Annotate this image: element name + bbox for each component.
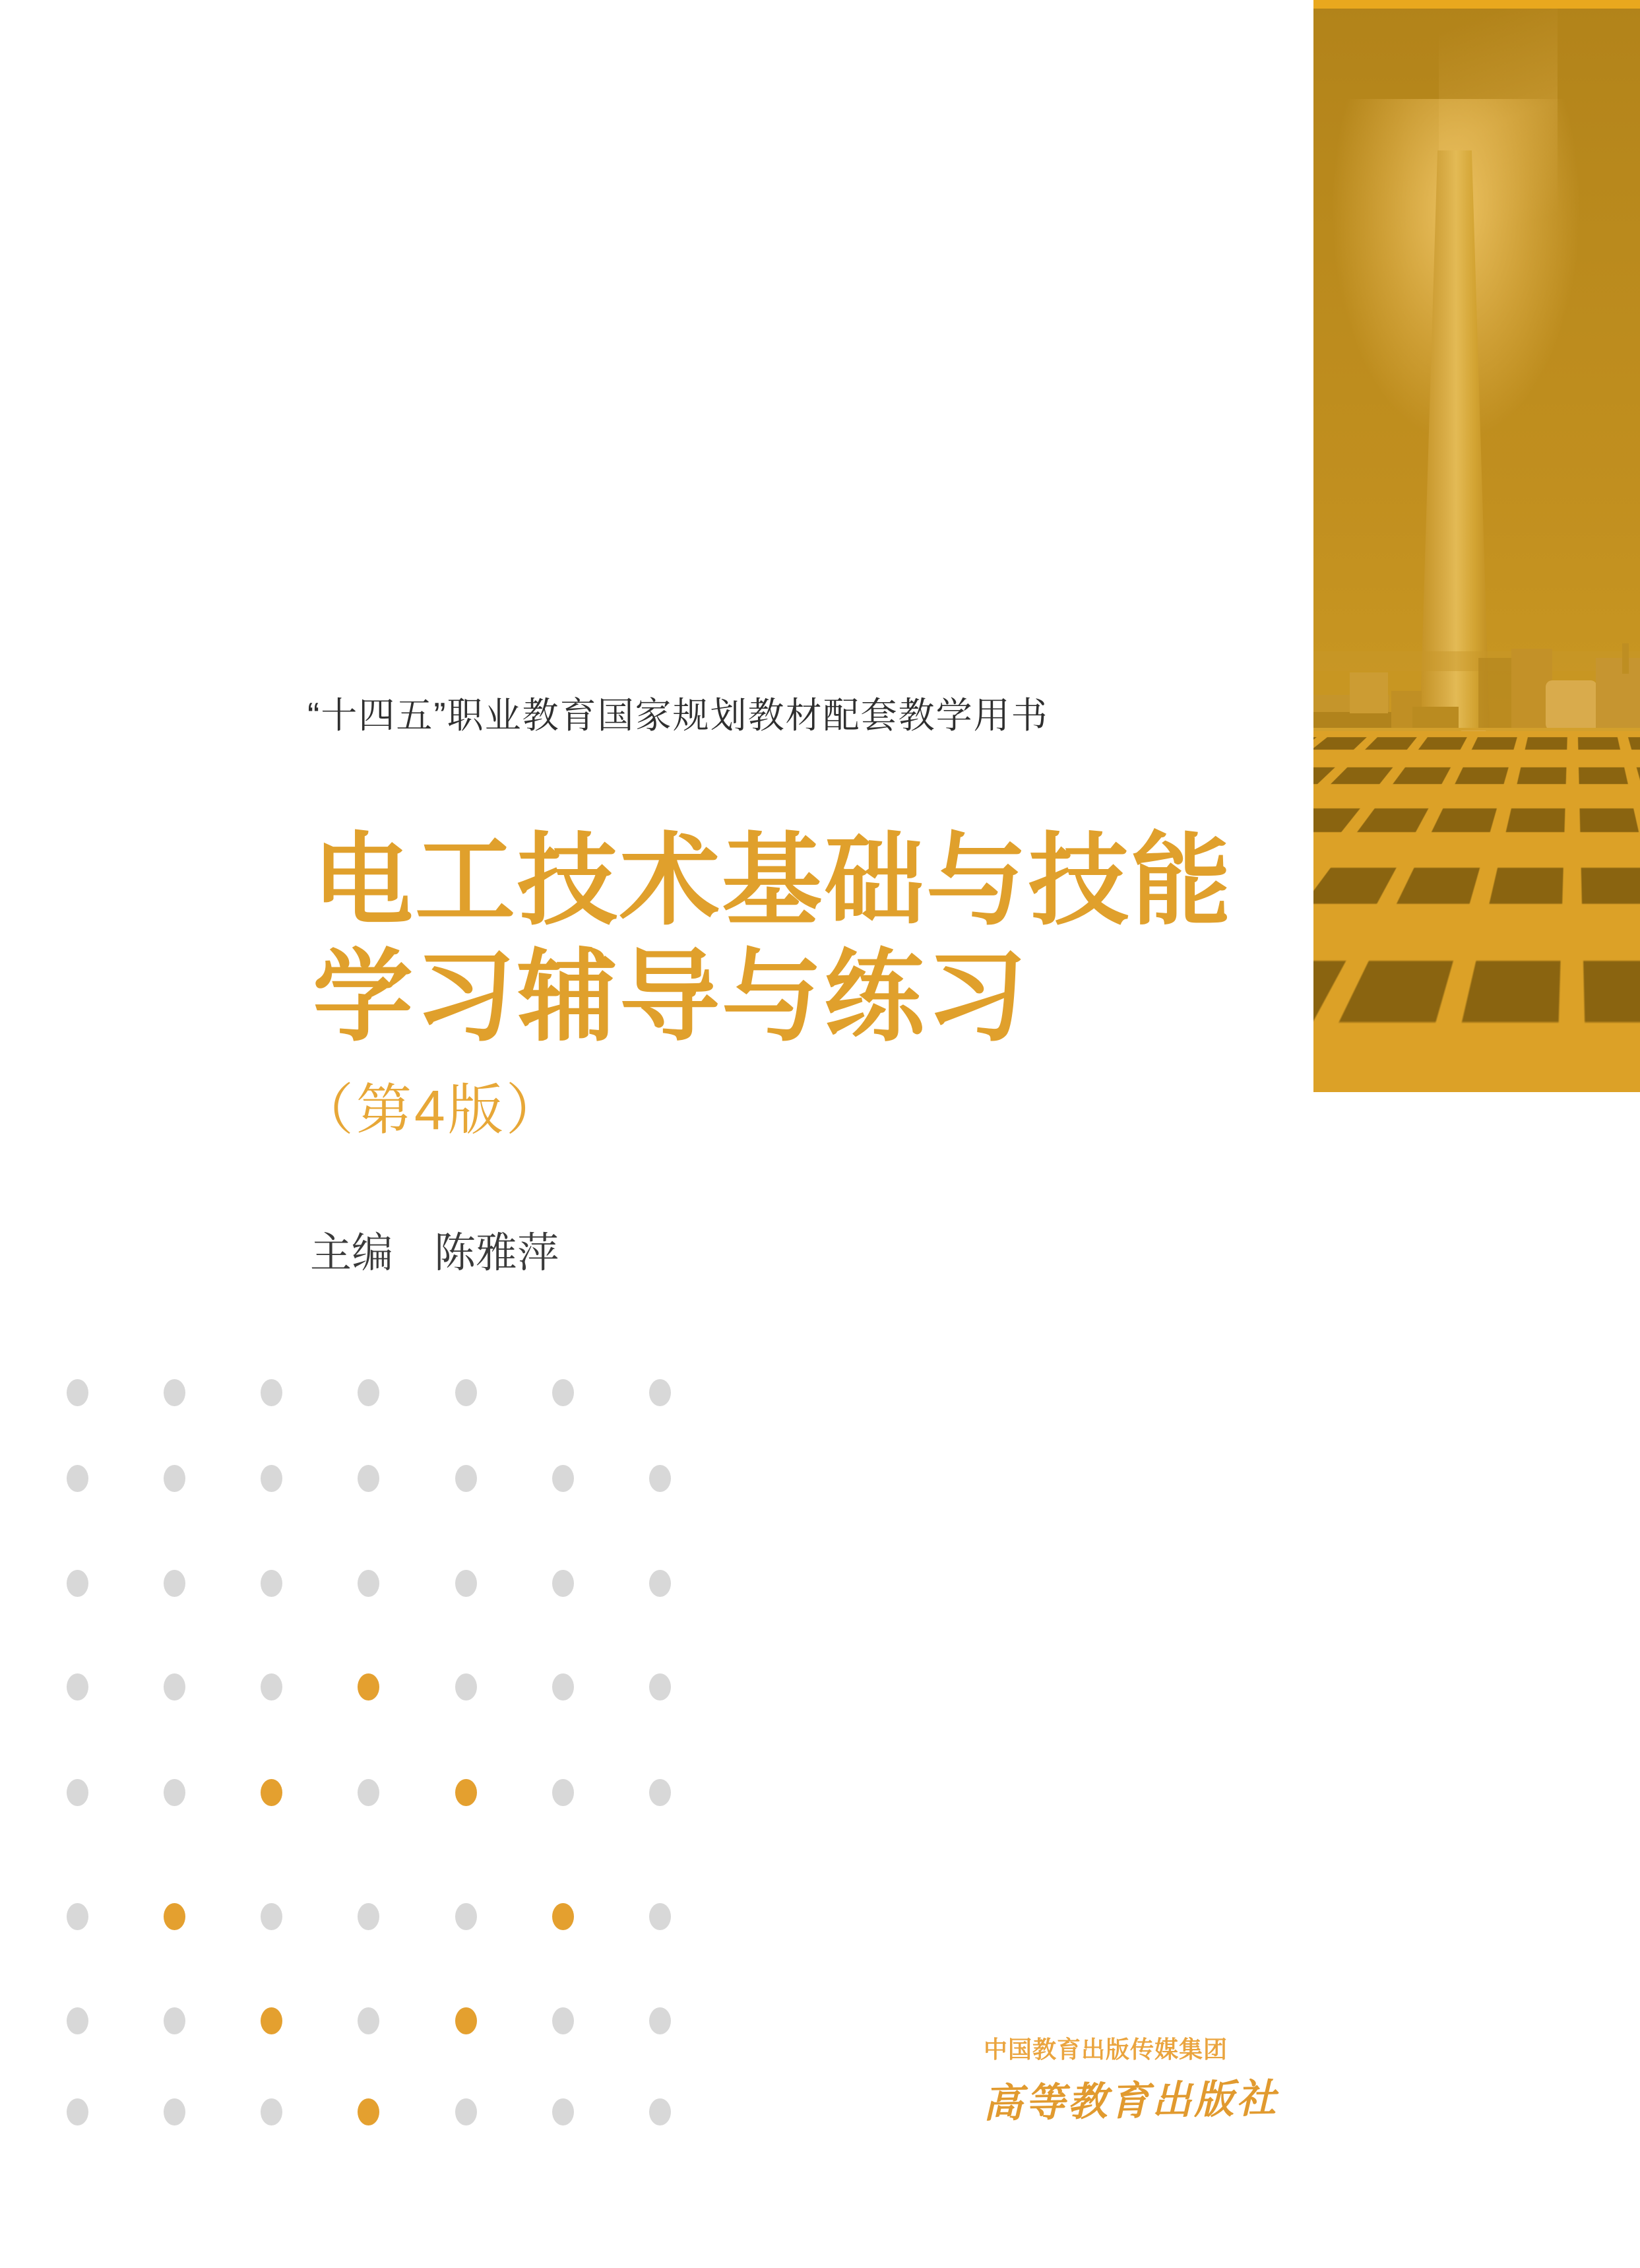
dot: [67, 1570, 88, 1597]
editor-line: [310, 1219, 559, 1280]
dot: [67, 1673, 88, 1701]
dot: [358, 2007, 379, 2034]
dot: [649, 2007, 671, 2034]
dot: [358, 1465, 379, 1492]
editor-role: 主编: [310, 1230, 393, 1276]
dot: [649, 1379, 671, 1406]
dot: [67, 2098, 88, 2125]
dot: [649, 1673, 671, 1701]
dot: [552, 1779, 574, 1806]
publisher-group-name: 中国教育出版传媒集团: [983, 2036, 1228, 2063]
edition-label: （第4版）: [298, 1079, 564, 1141]
dot: [649, 1903, 671, 1930]
dot: [552, 1379, 574, 1406]
dot: [261, 1465, 282, 1492]
dot: [455, 1779, 477, 1806]
strip-bottom-edge: [1313, 1084, 1640, 1092]
dot: [358, 2098, 379, 2125]
dot: [455, 2098, 477, 2125]
dot: [455, 1570, 477, 1597]
dot: [164, 2098, 185, 2125]
dot: [358, 1673, 379, 1701]
dot: [358, 1570, 379, 1597]
dot: [261, 1379, 282, 1406]
series-note: “十四五”职业教育国家规划教材配套教学用书: [307, 695, 1049, 736]
dot: [649, 1779, 671, 1806]
dot: [164, 1379, 185, 1406]
dot: [261, 2007, 282, 2034]
dot: [552, 2007, 574, 2034]
dot: [164, 1903, 185, 1930]
dot: [455, 2007, 477, 2034]
dot: [358, 1903, 379, 1930]
dot: [67, 2007, 88, 2034]
dot: [67, 1465, 88, 1492]
dot: [67, 1779, 88, 1806]
dot: [164, 1465, 185, 1492]
heliostat-field: [1313, 731, 1640, 1092]
dot: [552, 2098, 574, 2125]
dot: [649, 2098, 671, 2125]
dot: [164, 1779, 185, 1806]
dot: [261, 1570, 282, 1597]
dot: [552, 1465, 574, 1492]
dot: [261, 2098, 282, 2125]
dot: [261, 1673, 282, 1701]
dot: [261, 1779, 282, 1806]
dot: [552, 1673, 574, 1701]
publisher-block: [982, 2031, 1279, 2127]
dot: [455, 1379, 477, 1406]
dot: [649, 1570, 671, 1597]
dot: [164, 1570, 185, 1597]
dot: [261, 1903, 282, 1930]
dot: [67, 1903, 88, 1930]
publisher-press-logotype: 高等教育出版社: [982, 2075, 1279, 2127]
dot: [649, 1465, 671, 1492]
dot: [455, 1465, 477, 1492]
editor-name: 陈雅萍: [434, 1230, 559, 1276]
cover-photo: [1313, 0, 1640, 1092]
book-title-line1: 电工技术基础与技能: [313, 825, 1233, 937]
dot: [455, 1673, 477, 1701]
dot: [164, 2007, 185, 2034]
dot: [552, 1903, 574, 1930]
dot: [552, 1570, 574, 1597]
strip-top-edge: [1313, 0, 1640, 9]
dot: [358, 1779, 379, 1806]
dot: [164, 1673, 185, 1701]
book-title-line2: 学习辅导与练习: [313, 941, 1028, 1053]
book-title: [313, 823, 1233, 1055]
dot: [67, 1379, 88, 1406]
dot: [358, 1379, 379, 1406]
dot: [455, 1903, 477, 1930]
